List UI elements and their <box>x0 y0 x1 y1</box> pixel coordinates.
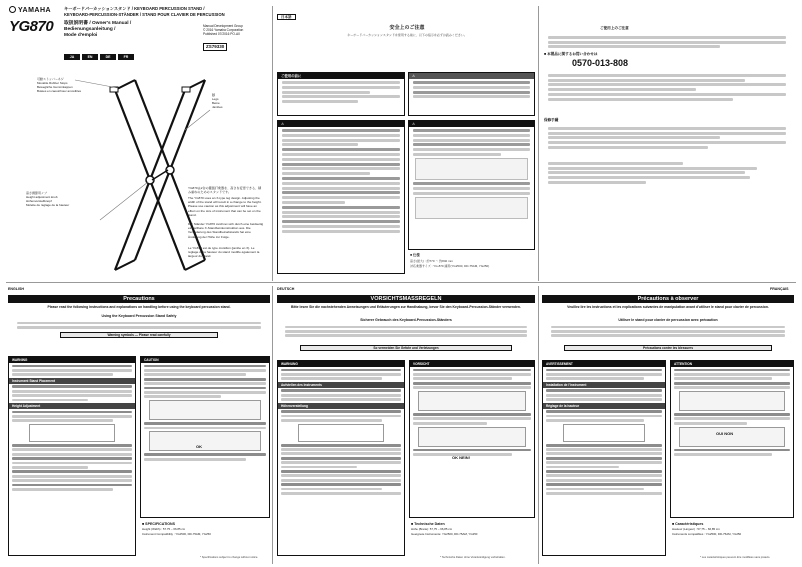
spec-line-ja-2: 対応楽器サイズ : YG-870 適用(YG2500, DD-75AM, YG250) <box>410 264 490 268</box>
description-en: The YG870 uses an X-type leg design. Adjusting the width of the stand will result in a change to the height. Please use caution as this adjustment will have an effect on the size of instrument that can be set on the stand. <box>188 196 262 217</box>
intro-de: Bitte lesen Sie die nachstehenden Anweisungen und Erläuterungen zur Handhabung, bevor Sie den Keyboard-Percussion-Ständer verwenden. <box>291 305 521 309</box>
support-detail-block <box>544 72 790 103</box>
warning-column-de: WARNUNG Aufstellen des Instruments Höhenverstellung <box>277 360 405 556</box>
spec-line-ja-1: 高さ(最大) : 約770 ～ 約840 mm <box>410 259 454 263</box>
spec-title-de: ■ Technische Daten <box>411 522 445 526</box>
title-en: KEYBOARD-PERCUSSION-STÄNDER / STAND POUR CLAVIER DE PERCUSSION <box>64 12 225 17</box>
intro-text-en <box>14 320 264 330</box>
warranty-text-block <box>544 125 790 151</box>
lang-tag-ja: 日本語 <box>277 14 296 20</box>
warning-column-ja-right: ⚠ <box>408 120 535 250</box>
ok-label-de: OK NEIN! <box>452 455 470 460</box>
support-heading: ご使用上のご注意 <box>600 26 629 30</box>
intro-fr: Veuillez lire les instructions et les explications suivantes de manipulation avant d'utiliser le stand pour clavier de percussion. <box>567 305 769 309</box>
warranty-title: 保修手續 <box>544 118 559 122</box>
subheading-en: Using the Keyboard Percussion Stand Safely <box>101 314 177 318</box>
description-fr: Le YG870 est de type croisillon (jambe en X). Le réglage de la hauteur du stand modifie également la largeur du stand. <box>188 246 260 259</box>
intro-text-fr <box>548 324 788 339</box>
notice-box-ja: ご使用の前に <box>277 72 405 116</box>
section-bar-de: VORSICHTSMASSREGELN <box>277 295 535 303</box>
manual-title-3: Mode d'emploi <box>64 33 98 38</box>
description-de: Der Ständer YG870 zeichnet sich durch eine beidseitig einstellbare X-Standbeinkonstruktion aus. Die Veränderung des Standbeinabstands hat eine Änderung der Höhe zur Folge. <box>188 222 264 239</box>
caution-column-de: VORSICHT <box>409 360 535 518</box>
lang-box-de: DE <box>100 54 116 60</box>
model-number: YG870 <box>9 18 54 35</box>
support-phone: 0570-013-808 <box>572 58 629 68</box>
spec-line-en-1: Height (Width) : 57.75 – 66.85 cm <box>142 527 186 531</box>
safety-subtitle-ja: キーボードパーカッションスタンドを使用する前に、以下の指示を必ずお読みください。 <box>347 33 467 37</box>
lang-label-de: DEUTSCH <box>277 287 295 291</box>
subheading-fr: Utiliser le stand pour clavier de percussion avec précaution <box>618 318 718 322</box>
dealer-list-block <box>544 160 790 186</box>
manual-title-2: Bedienungsanleitung / <box>64 27 116 32</box>
ok-label-en: OK <box>196 444 202 449</box>
callout-height-knob: 高さ調節用ノブ Height adjustment knob Höhenverstellknopf Molette de réglage de la hauteur <box>26 191 70 207</box>
footnote-fr: * Les caractéristiques peuvent être modifiées sans préavis. <box>700 556 771 559</box>
footnote-en: * Specifications subject to change without notice. <box>200 556 259 559</box>
warning-column-fr: AVERTISSEMENT Installation de l'instrument Réglage de la hauteur <box>542 360 666 556</box>
warning-column-ja-left: ⚠ <box>277 120 405 274</box>
warning-column-en: WARNING Instrument Stand Placement Height Adjustment <box>8 356 136 556</box>
lang-label-en: ENGLISH <box>8 287 24 291</box>
spec-line-en-2: Instrument Compatibility : YG2500, DD-75AM, YG250 <box>142 532 211 536</box>
caution-column-en: CAUTION <box>140 356 270 518</box>
publication-number: ZS79330 <box>203 43 227 51</box>
footnote-de: * Technische Daten ohne Vorankündigung vorbehalten. <box>440 556 506 559</box>
manual-title-1: 取扱説明書 / Owner's Manual / <box>64 21 132 26</box>
strip-en: Warning symbols — Please read carefully <box>60 332 218 338</box>
description-ja: YG870は2台の鍵盤打楽器を、高さを変更できる、積み重ねのためのスタンドです。 <box>188 186 262 195</box>
callout-rubber-stops: 可動ストッパーネジ Movable Rubber Stops Bewegliche Gummikappen Butées en caoutchouc amovibles <box>37 77 82 93</box>
spec-title-ja: ■ 仕様 <box>410 253 420 257</box>
subheading-de: Sicherer Gebrauch des Keyboard-Percussion-Ständers <box>360 318 452 322</box>
ok-label-fr: OUI NON <box>716 431 734 436</box>
intro-en: Please read the following instructions and explanations on handling before using the keyboard percussion stand. <box>47 305 231 309</box>
spec-title-en: ■ SPECIFICATIONS <box>142 522 176 526</box>
spec-line-de-1: Höhe (Breite): 57,75 – 66,85 cm <box>411 527 453 531</box>
inquiry-title: ■ 本製品に関するお問い合わせは <box>544 52 598 56</box>
caution-column-fr: ATTENTION <box>670 360 794 518</box>
yamaha-logo: YAMAHA <box>9 6 51 16</box>
title-ja: キーボードパーカッションスタンド / KEYBOARD PERCUSSION STAND / <box>64 6 205 11</box>
section-bar-en: Precautions <box>8 295 270 303</box>
symbol-box-ja: ⚠ <box>408 72 535 116</box>
support-text-block <box>544 34 790 50</box>
intro-text-de <box>282 324 530 339</box>
spec-title-fr: ■ Caractéristiques <box>672 522 704 526</box>
safety-heading-ja: 安全上のご注意 <box>389 25 425 31</box>
strip-fr: Précautions contre les blessures <box>564 345 772 351</box>
publication-info: Manual Development Group © 2016 Yamaha Corporation Published 07/2016 PO-A0 <box>203 24 244 37</box>
spec-line-de-2: Geeignete Instrumente: YG2500, DD-75AM, YG250 <box>411 532 478 536</box>
lang-box-fr: FR <box>118 54 134 60</box>
lang-box-ja: JA <box>64 54 80 60</box>
spec-line-fr-2: Instruments compatibles : YG2500, DD-75AM, YG250 <box>672 532 742 536</box>
section-bar-fr: Précautions à observer <box>542 295 794 303</box>
spec-line-fr-1: Hauteur (Largeur) : 57,75 – 66,85 cm <box>672 527 720 531</box>
strip-de: So vermeiden Sie Gefahr und Verletzungen <box>300 345 512 351</box>
lang-box-en: EN <box>82 54 98 60</box>
callout-legs: 脚 Legs Beine Jambes <box>212 93 223 109</box>
lang-label-fr: FRANÇAIS <box>770 287 789 291</box>
